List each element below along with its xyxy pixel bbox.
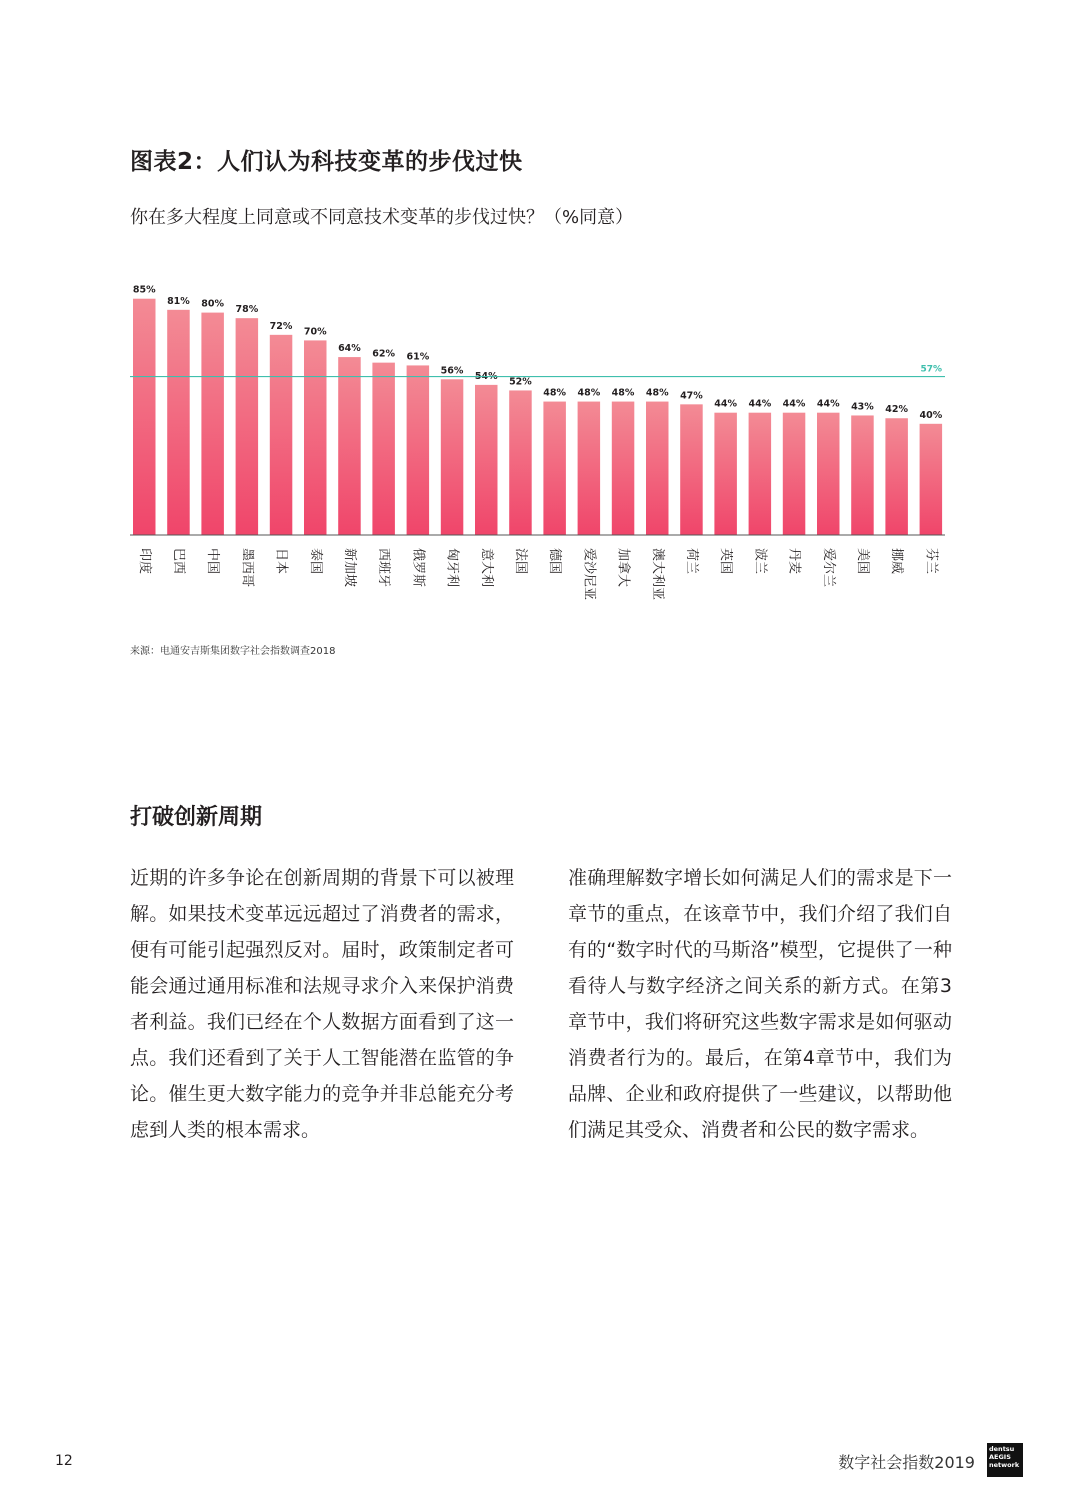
category-label: 芬兰 [923, 548, 939, 575]
publication-title: 数字社会指数2019 [838, 1453, 975, 1472]
category-label: 印度 [136, 548, 152, 575]
body-paragraph-right: 准确理解数字增长如何满足人们的需求是下一章节的重点，在该章节中，我们介绍了我们自有的“数字时代的马斯洛”模型，它提供了一种看待人与数字经济之间关系的新方式。在第3章节中，我们将研究这些数字需求是如何驱动消费者行为的。最后，在第4章节中，我们为品牌、企业和政府提供了一些建议，以帮助他们满足其受众、消费者和公民的数字需求。 [568, 867, 952, 1141]
category-label: 丹麦 [786, 548, 802, 575]
category-label: 泰国 [307, 548, 323, 575]
category-label: 法国 [512, 548, 528, 575]
bar [612, 402, 635, 535]
category-label: 英国 [718, 548, 734, 575]
dentsu-aegis-logo [987, 1443, 1023, 1477]
bar-value-label: 48% [577, 387, 601, 399]
category-label: 德国 [547, 548, 563, 575]
category-label: 匈牙利 [444, 548, 460, 588]
category-label: 俄罗斯 [410, 548, 426, 588]
bars-group [133, 285, 943, 600]
bar-value-label: 52% [509, 376, 532, 388]
bar [885, 418, 908, 535]
category-label: 荷兰 [683, 548, 699, 575]
bar [372, 363, 395, 535]
bar [201, 313, 224, 535]
bar [441, 379, 464, 535]
bar-value-label: 61% [406, 351, 430, 363]
bar-value-label: 70% [303, 326, 327, 338]
bar-value-label: 80% [201, 298, 225, 310]
category-label: 加拿大 [615, 548, 631, 588]
bar-value-label: 56% [440, 365, 464, 377]
bar [475, 385, 498, 535]
bar-value-label: 40% [919, 409, 943, 421]
bar-value-label: 48% [543, 387, 567, 399]
bar-value-label: 44% [816, 398, 840, 410]
bar-value-label: 47% [680, 390, 703, 402]
category-label: 爱尔兰 [820, 548, 836, 588]
page-number: 12 [55, 1453, 73, 1469]
bar [133, 299, 156, 535]
bar [304, 340, 327, 535]
bar-value-label: 72% [269, 320, 293, 332]
logo-line: AEGIS [989, 1453, 1011, 1461]
bar-value-label: 44% [782, 398, 806, 410]
category-label: 墨西哥 [239, 548, 255, 588]
bar [270, 335, 293, 535]
logo-line: dentsu [989, 1445, 1015, 1453]
bar [714, 413, 737, 535]
bar [920, 424, 943, 535]
category-label: 巴西 [170, 548, 186, 575]
bar [646, 402, 669, 535]
section-heading: 打破创新周期 [130, 805, 263, 830]
bar-value-label: 42% [885, 404, 909, 416]
bar-value-label: 48% [645, 387, 669, 399]
category-label: 挪威 [889, 548, 905, 575]
category-label: 日本 [273, 548, 289, 575]
bar [783, 413, 806, 535]
logo-line: network [989, 1461, 1020, 1469]
bar [578, 402, 601, 535]
category-label: 新加坡 [341, 548, 357, 588]
category-label: 西班牙 [376, 548, 392, 588]
bar [680, 404, 703, 535]
category-label: 意大利 [478, 548, 494, 588]
bar [817, 413, 840, 535]
category-label: 爱沙尼亚 [581, 548, 597, 601]
category-label: 波兰 [752, 548, 768, 575]
bar [509, 390, 532, 535]
chart-subtitle: 你在多大程度上同意或不同意技术变革的步伐过快？（%同意） [130, 207, 634, 228]
chart-title: 图表2：人们认为科技变革的步伐过快 [130, 149, 523, 175]
bar-chart [0, 0, 1080, 640]
bar-value-label: 85% [132, 284, 156, 296]
bar [236, 318, 259, 535]
bar-value-label: 64% [338, 343, 361, 355]
bar-value-label: 48% [611, 387, 635, 399]
average-reference-label: 57% [920, 364, 942, 375]
category-label: 澳大利亚 [649, 548, 665, 601]
source-note: 来源：电通安吉斯集团数字社会指数调查2018 [130, 646, 336, 657]
bar-value-label: 81% [167, 295, 190, 307]
bar [543, 402, 566, 535]
bar-value-label: 54% [474, 370, 498, 382]
bar-value-label: 44% [748, 398, 772, 410]
bar [851, 415, 874, 535]
bar-value-label: 44% [714, 398, 738, 410]
bar [338, 357, 361, 535]
category-label: 中国 [205, 548, 221, 575]
bar-value-label: 78% [235, 304, 259, 316]
bar [749, 413, 772, 535]
body-paragraph-left: 近期的许多争论在创新周期的背景下可以被理解。如果技术变革远远超过了消费者的需求，便有可能引起强烈反对。届时，政策制定者可能会通过通用标准和法规寻求介入来保护消费者利益。我们已经在个人数据方面看到了这一点。我们还看到了关于人工智能潜在监管的争论。催生更大数字能力的竞争并非总能充分考虑到人类的根本需求。 [130, 867, 514, 1141]
bar-value-label: 43% [851, 401, 874, 413]
bar [407, 365, 430, 535]
category-label: 美国 [854, 548, 870, 575]
bar [167, 310, 190, 535]
bar-value-label: 62% [372, 348, 396, 360]
